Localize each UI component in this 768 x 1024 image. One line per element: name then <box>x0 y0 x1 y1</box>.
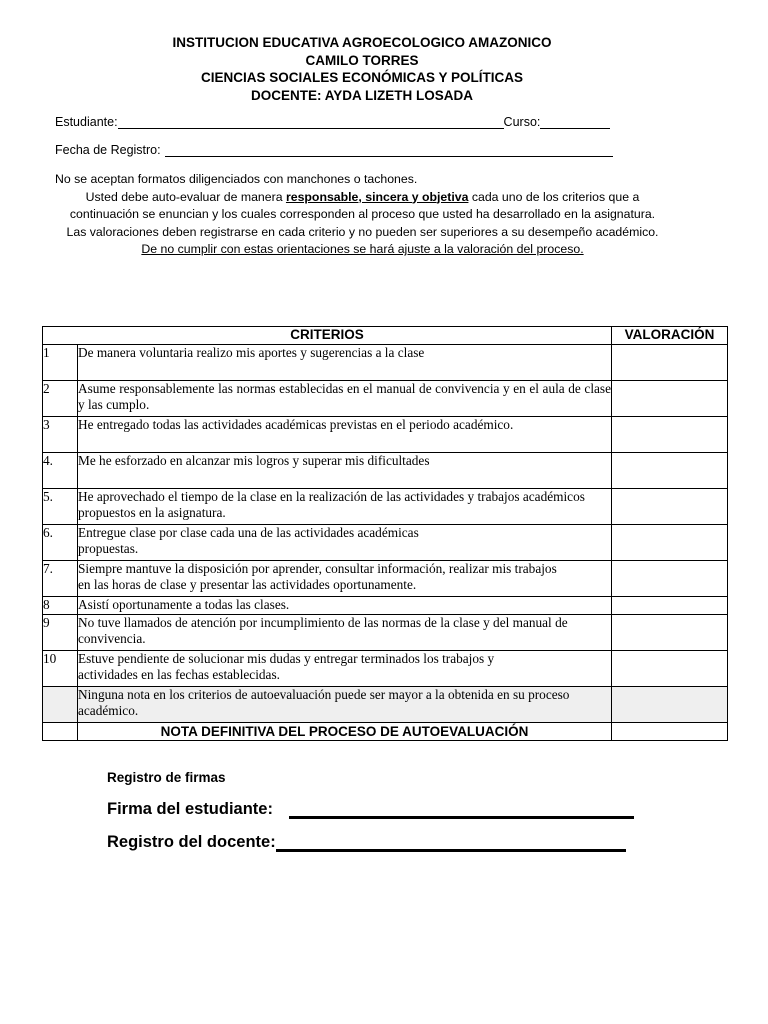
instruction-line-2 <box>40 189 685 207</box>
criterion-text: Estuve pendiente de solucionar mis dudas y entregar terminados los trabajos y actividades en las fechas establecidas. <box>78 651 612 687</box>
row-number: 9 <box>43 615 78 651</box>
table-row <box>43 525 728 561</box>
criterion-text: Asistí oportunamente a todas las clases. <box>78 597 612 615</box>
course-blank[interactable] <box>540 114 610 129</box>
signatures-title: Registro de firmas <box>107 770 226 785</box>
valuation-cell[interactable] <box>612 597 728 615</box>
course-label: Curso: <box>503 115 541 129</box>
student-field-row <box>55 114 610 129</box>
row-number <box>43 723 78 741</box>
valuation-cell[interactable] <box>612 345 728 381</box>
row-number: 10 <box>43 651 78 687</box>
table-row <box>43 597 728 615</box>
table-row <box>43 345 728 381</box>
header-line-institution: INSTITUCION EDUCATIVA AGROECOLOGICO AMAZONICO <box>172 35 552 50</box>
criterion-text: He entregado todas las actividades académicas previstas en el periodo académico. <box>78 417 612 453</box>
final-grade-label: NOTA DEFINITIVA DEL PROCESO DE AUTOEVALUACIÓN <box>78 723 612 741</box>
row-number: 4. <box>43 453 78 489</box>
criterion-text: No tuve llamados de atención por incumplimiento de las normas de la clase y del manual de convivencia. <box>78 615 612 651</box>
teacher-signature-label: Registro del docente: <box>107 833 276 851</box>
valuation-cell[interactable] <box>612 687 728 723</box>
date-blank[interactable] <box>165 142 613 157</box>
table-row <box>43 615 728 651</box>
student-label: Estudiante: <box>55 115 118 129</box>
instruction-line-2-pre: Usted debe auto-evaluar de manera <box>85 189 286 204</box>
final-grade-cell[interactable] <box>612 723 728 741</box>
table-row-note <box>43 687 728 723</box>
row-number: 3 <box>43 417 78 453</box>
criterion-text: Me he esforzado en alcanzar mis logros y superar mis dificultades <box>78 453 612 489</box>
row-number: 2 <box>43 381 78 417</box>
table-row <box>43 561 728 597</box>
valuation-cell[interactable] <box>612 381 728 417</box>
instructions-block <box>40 171 685 259</box>
criteria-table <box>42 326 728 741</box>
header-line-teacher: DOCENTE: AYDA LIZETH LOSADA <box>250 87 473 103</box>
document-header <box>0 34 724 104</box>
final-grade-row <box>43 723 728 741</box>
table-row <box>43 453 728 489</box>
criterion-text: De manera voluntaria realizo mis aportes y sugerencias a la clase <box>78 345 612 381</box>
valuation-cell[interactable] <box>612 453 728 489</box>
row-number: 8 <box>43 597 78 615</box>
header-line-school: CAMILO TORRES <box>305 52 419 68</box>
table-row <box>43 417 728 453</box>
table-row <box>43 651 728 687</box>
row-number: 7. <box>43 561 78 597</box>
criteria-column-header: CRITERIOS <box>43 327 612 345</box>
date-label: Fecha de Registro: <box>55 143 161 157</box>
criterion-text: Asume responsablemente las normas establecidas en el manual de convivencia y en el aula de clase y las cumplo. <box>78 381 612 417</box>
instruction-line-4: Las valoraciones deben registrarse en cada criterio y no pueden ser superiores a su desempeño académico. <box>66 224 659 239</box>
valuation-cell[interactable] <box>612 489 728 525</box>
instruction-emphasis: responsable, sincera y objetiva <box>285 189 469 204</box>
instruction-warning: De no cumplir con estas orientaciones se hará ajuste a la valoración del proceso. <box>141 242 584 256</box>
table-row <box>43 489 728 525</box>
teacher-signature-row <box>107 833 626 852</box>
criterion-text: Ninguna nota en los criterios de autoevaluación puede ser mayor a la obtenida en su proceso académico. <box>78 687 612 723</box>
instruction-line-1: No se aceptan formatos diligenciados con manchones o tachones. <box>55 172 418 186</box>
student-signature-label: Firma del estudiante: <box>107 800 273 818</box>
instruction-line-2-post: cada uno de los criterios que a <box>468 189 640 204</box>
criterion-text: He aprovechado el tiempo de la clase en la realización de las actividades y trabajos académicos propuestos en la asignatura. <box>78 489 612 525</box>
row-number: 6. <box>43 525 78 561</box>
valuation-cell[interactable] <box>612 651 728 687</box>
table-row <box>43 381 728 417</box>
valuation-cell[interactable] <box>612 561 728 597</box>
valuation-cell[interactable] <box>612 417 728 453</box>
student-signature-line[interactable] <box>289 800 634 819</box>
header-line-subject: CIENCIAS SOCIALES ECONÓMICAS Y POLÍTICAS <box>200 70 524 85</box>
date-field-row <box>55 142 613 157</box>
table-header-row <box>43 327 728 345</box>
valuation-cell[interactable] <box>612 525 728 561</box>
student-name-blank[interactable] <box>118 114 504 129</box>
criterion-text: Siempre mantuve la disposición por aprender, consultar información, realizar mis trabajos en las horas de clase y presentar las actividades oportunamente. <box>78 561 612 597</box>
instruction-line-3: continuación se enuncian y los cuales corresponden al proceso que usted ha desarrollado en la asignatura. <box>69 207 656 221</box>
valuation-cell[interactable] <box>612 615 728 651</box>
teacher-signature-line[interactable] <box>276 833 626 852</box>
criterion-text: Entregue clase por clase cada una de las actividades académicas propuestas. <box>78 525 612 561</box>
student-signature-row <box>107 800 634 819</box>
valuation-column-header: VALORACIÓN <box>612 327 728 345</box>
row-number: 5. <box>43 489 78 525</box>
row-number <box>43 687 78 723</box>
row-number: 1 <box>43 345 78 381</box>
